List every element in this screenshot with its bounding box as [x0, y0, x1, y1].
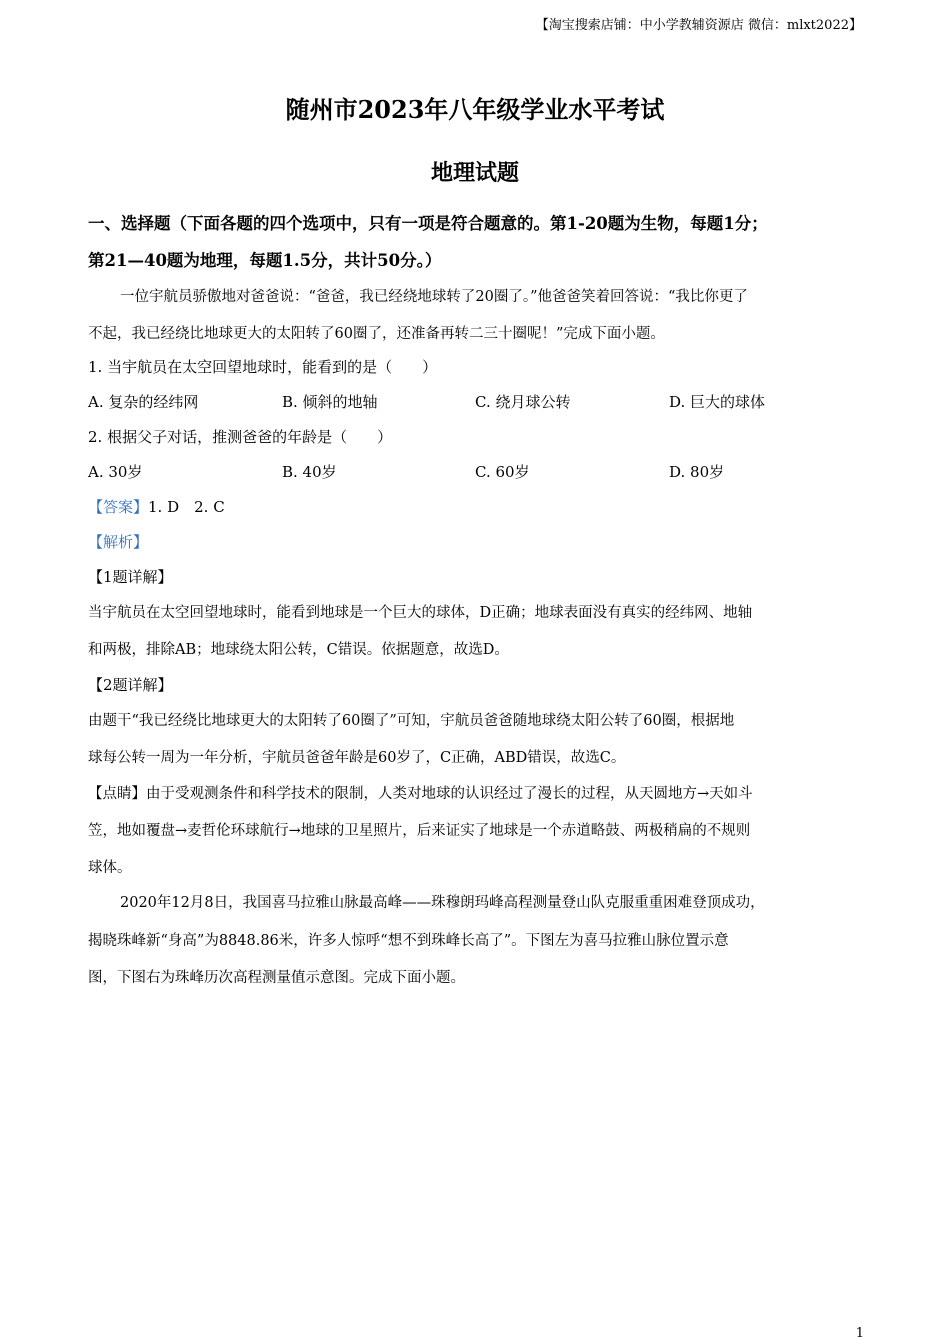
page-number: 1: [855, 1326, 864, 1341]
question-1-stem: 1. 当宇航员在太空回望地球时，能看到的是（ ）: [88, 358, 438, 376]
detail-1-tag: 【1题详解】: [88, 568, 173, 586]
tip-line3: 球体。: [88, 860, 132, 876]
question-2-option-b: B. 40岁: [282, 463, 337, 481]
question-2-option-d: D. 80岁: [669, 463, 725, 481]
passage2-line1: 2020年12月8日，我国喜马拉雅山脉最高峰——珠穆朗玛峰高程测量登山队克服重重困难登顶成功，: [120, 895, 765, 911]
question-1-option-c: C. 绕月球公转: [475, 393, 571, 411]
detail-1-line2: 和两极，排除AB；地球绕太阳公转，C错误。依据题意，故选D。: [88, 642, 509, 658]
passage1-line2: 不起，我已经绕比地球更大的太阳转了60圈了，还准备再转二三十圈呢！”完成下面小题。: [88, 326, 665, 342]
header-note: 【淘宝搜索店铺：中小学教辅资源店 微信：mlxt2022】: [535, 18, 862, 33]
detail-2-line2: 球每公转一周为一年分析，宇航员爸爸年龄是60岁了，C正确，ABD错误，故选C。: [88, 750, 626, 766]
answer-tag: 【答案】: [88, 498, 149, 516]
answer-text: 1. D 2. C: [148, 498, 225, 516]
tip-line2: 笠，地如覆盘→麦哲伦环球航行→地球的卫星照片，后来证实了地球是一个赤道略鼓、两极稍扁的不规则: [88, 823, 751, 839]
passage2-line2: 揭晓珠峰新“身高”为8848.86米，许多人惊呼“想不到珠峰长高了”。下图左为喜马拉雅山脉位置示意: [88, 933, 729, 949]
tip-line1: 【点睛】由于受观测条件和科学技术的限制，人类对地球的认识经过了漫长的过程，从天圆地方→天如斗: [88, 786, 753, 802]
question-1-option-d: D. 巨大的球体: [669, 393, 766, 411]
passage2-line3: 图，下图右为珠峰历次高程测量值示意图。完成下面小题。: [88, 970, 465, 986]
detail-1-line1: 当宇航员在太空回望地球时，能看到地球是一个巨大的球体，D正确；地球表面没有真实的经纬网、地轴: [88, 605, 753, 621]
question-1-option-a: A. 复杂的经纬网: [88, 393, 199, 411]
question-2-option-a: A. 30岁: [88, 463, 143, 481]
question-1-option-b: B. 倾斜的地轴: [282, 393, 378, 411]
section-heading-line2: 第21—40题为地理，每题1.5分，共计50分。）: [88, 251, 442, 270]
passage1-line1: 一位宇航员骄傲地对爸爸说：“爸爸，我已经绕地球转了20圈了。”他爸爸笑着回答说：“我比你更了: [120, 289, 748, 305]
page-subtitle: 地理试题: [430, 160, 519, 186]
detail-2-tag: 【2题详解】: [88, 676, 173, 694]
detail-2-line1: 由题干“我已经绕比地球更大的太阳转了60圈了”可知，宇航员爸爸随地球绕太阳公转了60圈，根据地: [88, 713, 735, 729]
answer-line: [88, 496, 225, 517]
question-2-option-c: C. 60岁: [475, 463, 530, 481]
section-heading-line1: 一、选择题（下面各题的四个选项中，只有一项是符合题意的。第1-20题为生物，每题1分；: [88, 214, 768, 233]
question-2-stem: 2. 根据父子对话，推测爸爸的年龄是（ ）: [88, 428, 393, 446]
analysis-tag: 【解析】: [88, 533, 149, 551]
page-title: 随州市2023年八年级学业水平考试: [285, 95, 665, 124]
